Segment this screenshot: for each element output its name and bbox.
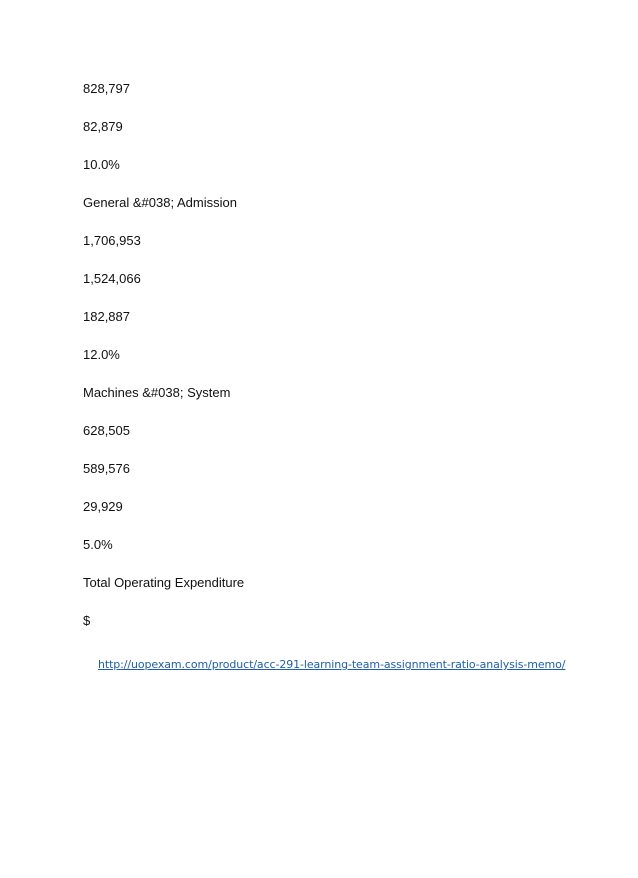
text-line: 82,879 bbox=[83, 119, 123, 134]
text-line: 12.0% bbox=[83, 347, 120, 362]
text-line: 10.0% bbox=[83, 157, 120, 172]
text-line: 628,505 bbox=[83, 423, 130, 438]
text-line: 1,524,066 bbox=[83, 271, 141, 286]
source-link[interactable]: http://uopexam.com/product/acc-291-learning-team-assignment-ratio-analysis-memo/ bbox=[98, 658, 566, 671]
text-line: 589,576 bbox=[83, 461, 130, 476]
text-line: $ bbox=[83, 613, 91, 628]
text-line: 182,887 bbox=[83, 309, 130, 324]
text-line: 5.0% bbox=[83, 537, 113, 552]
text-line: Total Operating Expenditure bbox=[83, 575, 245, 590]
text-line: General &#038; Admission bbox=[83, 195, 237, 210]
text-line: Machines &#038; System bbox=[83, 385, 231, 400]
text-line: 29,929 bbox=[83, 499, 123, 514]
text-line: 828,797 bbox=[83, 81, 130, 96]
text-line: 1,706,953 bbox=[83, 233, 141, 248]
